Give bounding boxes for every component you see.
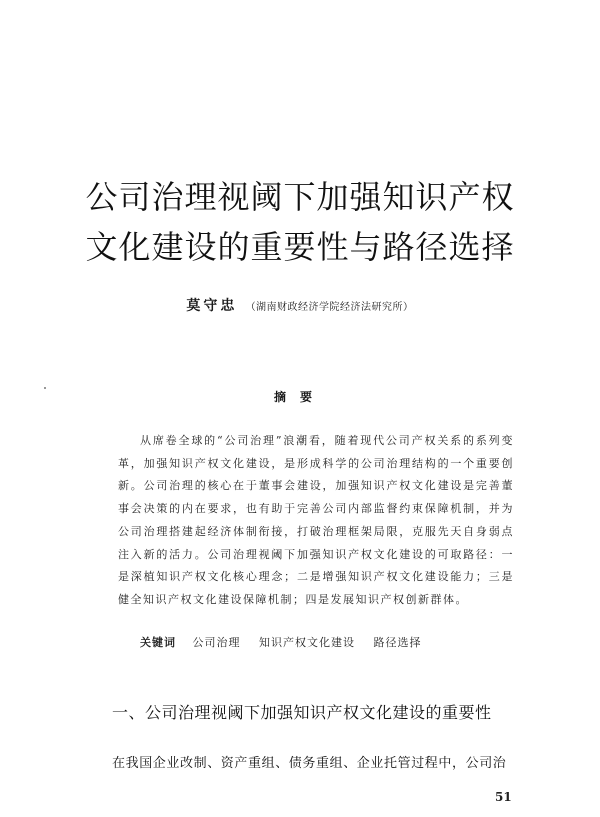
keyword-item: 路径选择 xyxy=(373,636,422,649)
author-affiliation: （湖南财政经济学院经济法研究所） xyxy=(245,302,414,313)
body-paragraph-line: 在我国企业改制、资产重组、债务重组、企业托管过程中，公司治 xyxy=(112,756,507,771)
section-heading: 一、公司治理视阈下加强知识产权文化建设的重要性 xyxy=(112,703,492,722)
article-title-line-2: 文化建设的重要性与路径选择 xyxy=(85,228,515,266)
abstract-heading: 摘要 xyxy=(273,390,326,404)
keyword-item: 公司治理 xyxy=(192,636,241,649)
article-title xyxy=(0,172,600,272)
keyword-item: 知识产权文化建设 xyxy=(259,636,355,649)
keywords-label: 关键词 xyxy=(140,636,176,649)
abstract-body: 从席卷全球的“公司治理”浪潮看，随着现代公司产权关系的系列变革，加强知识产权文化建设，是形成科学的公司治理结构的一个重要创新。公司治理的核心在于董事会建设，加强知识产权文化建设是完善董事会决策的内在要求，也有助于完善公司内部监督约束保障机制，并为公司治理搭建起经济体制衔接，打破治理框架局限，克服先天自身弱点注入新的活力。公司治理视阈下加强知识产权文化建设的可取路径：一是深植知识产权文化核心理念；二是增强知识产权文化建设能力；三是健全知识产权文化建设保障机制；四是发展知识产权创新群体。 xyxy=(118,434,514,606)
article-title-line-1: 公司治理视阈下加强知识产权 xyxy=(85,178,515,216)
keywords-line xyxy=(140,634,436,650)
author-block xyxy=(0,295,600,315)
page-number: 51 xyxy=(495,790,512,804)
author-name: 莫守忠 xyxy=(186,298,238,314)
